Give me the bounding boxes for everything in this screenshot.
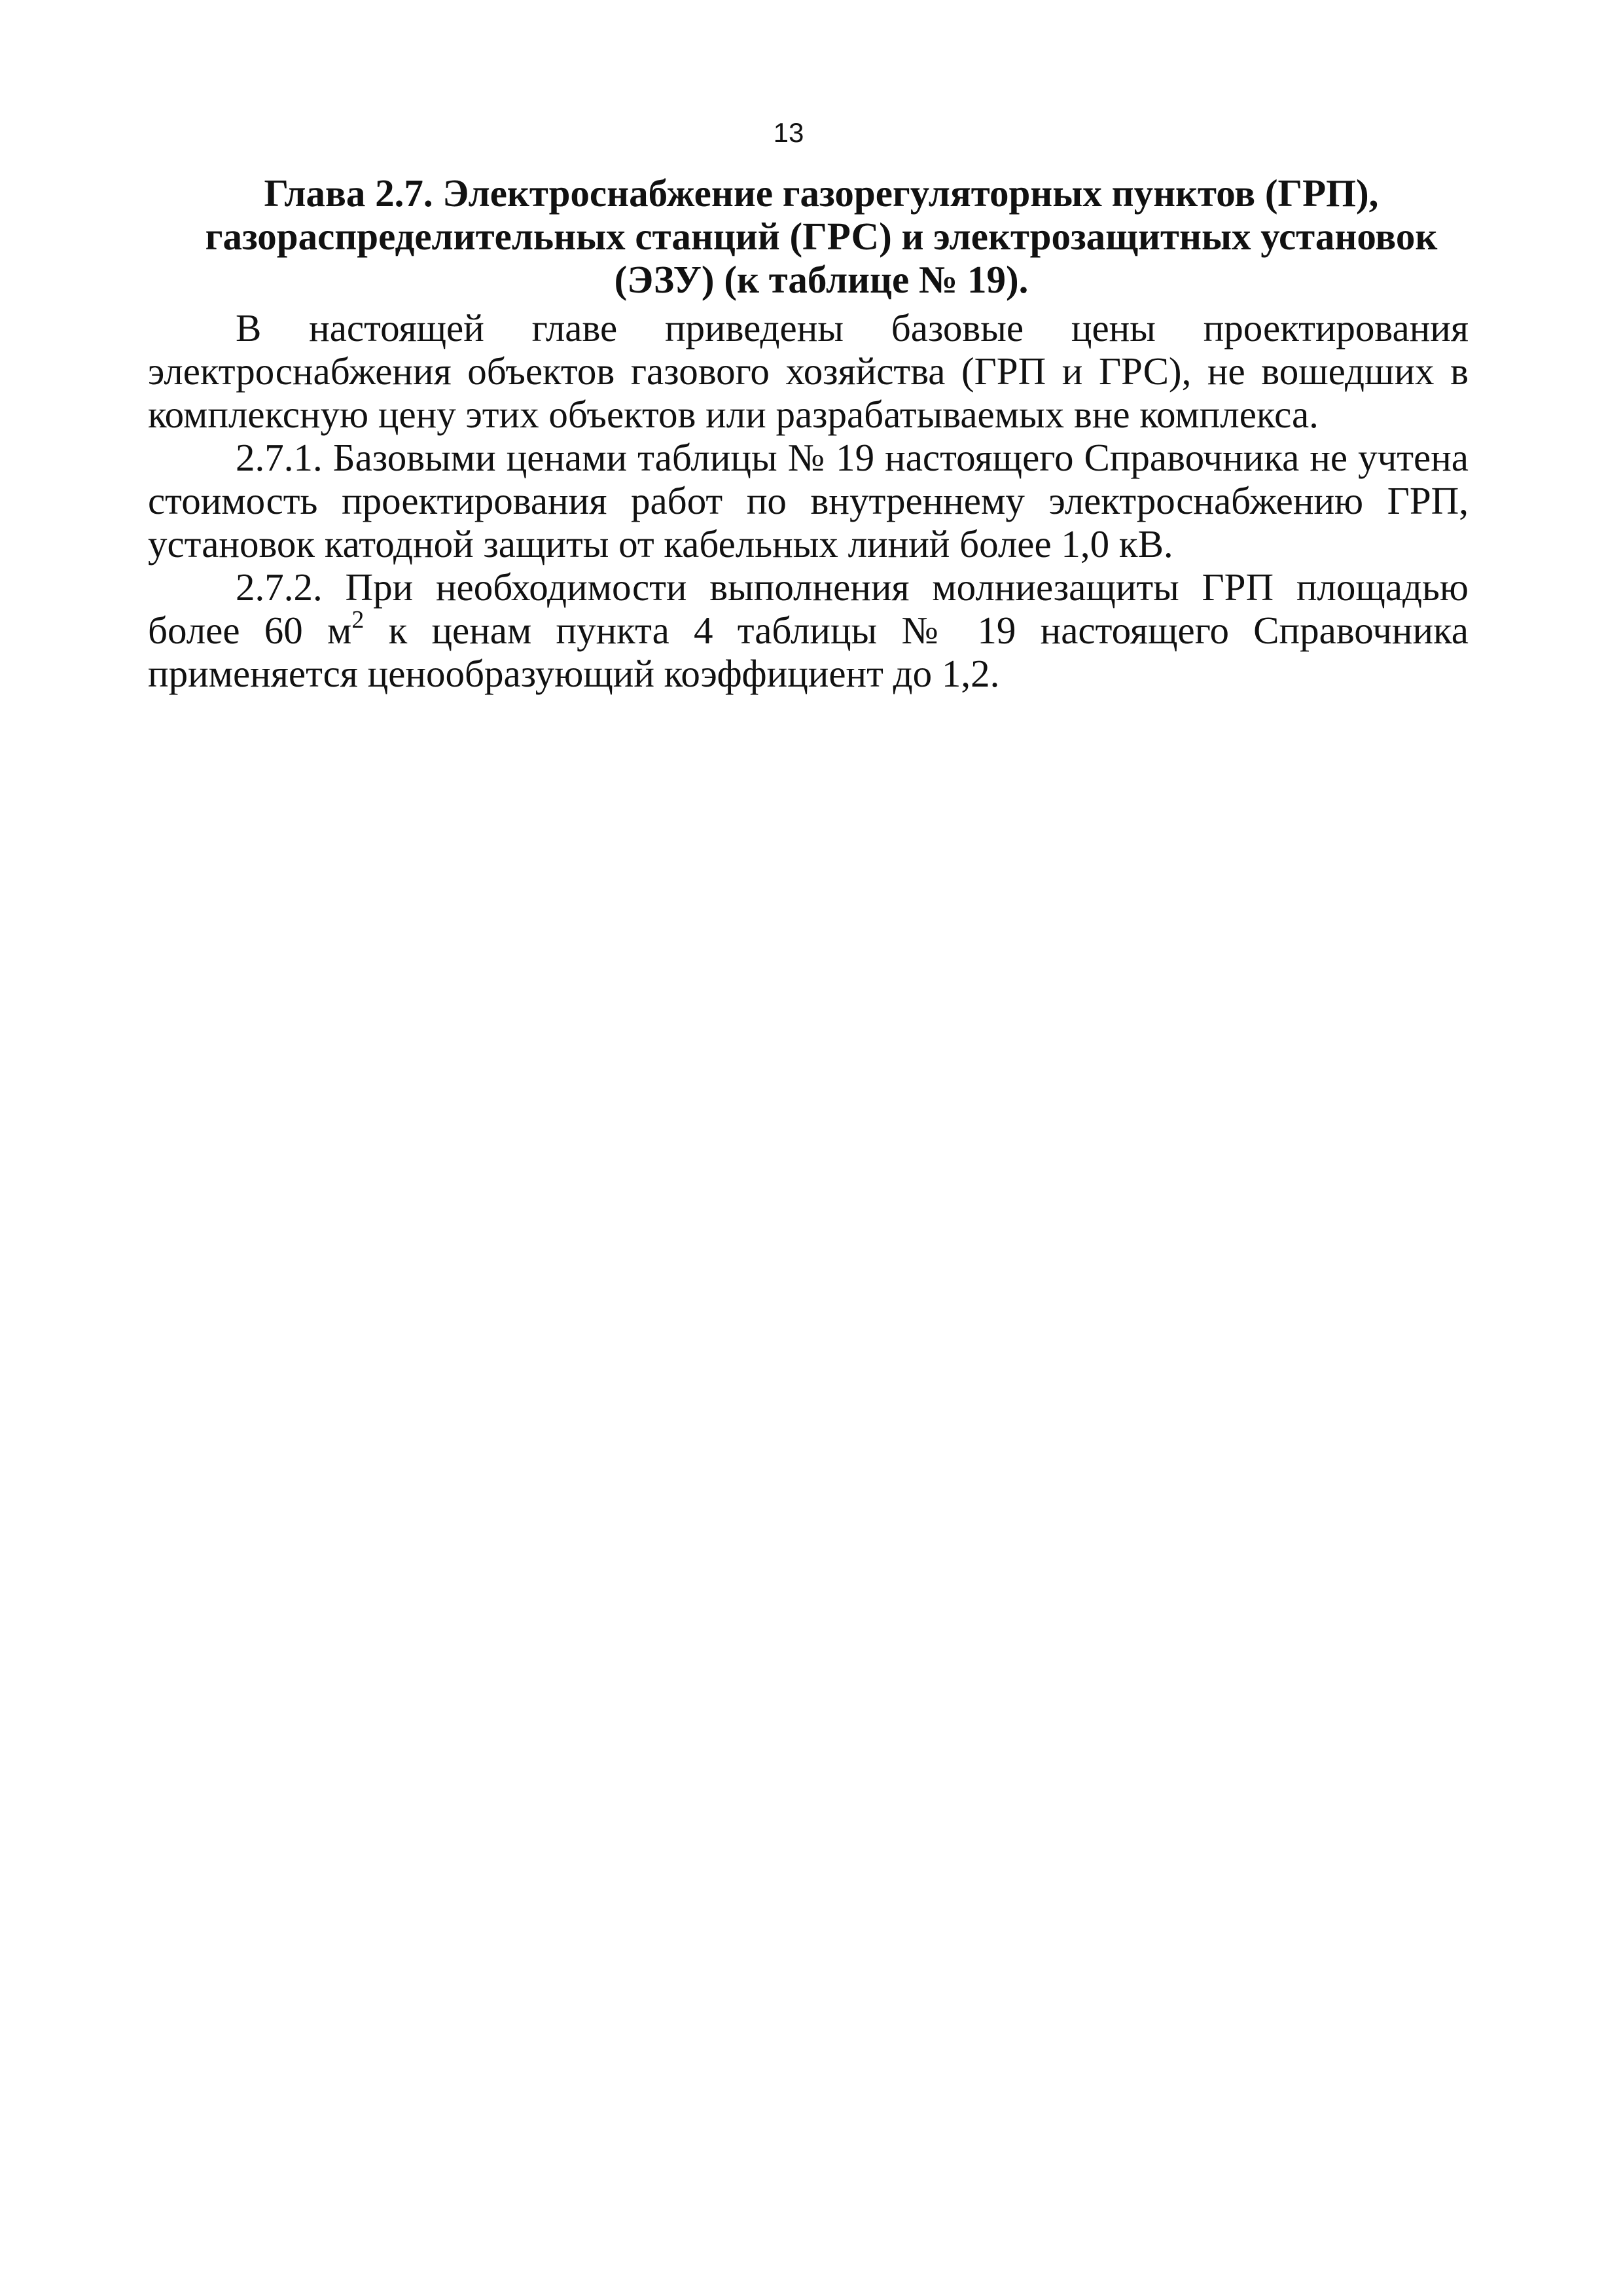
- chapter-title-line-2: газораспределительных станций (ГРС) и электрозащитных установок: [205, 215, 1438, 258]
- chapter-title-line-3: (ЭЗУ) (к таблице № 19).: [614, 258, 1029, 301]
- square-meter-superscript: 2: [351, 606, 365, 634]
- chapter-title: [170, 171, 1472, 301]
- paragraph-2-7-1: 2.7.1. Базовыми ценами таблицы № 19 настоящего Справочника не учтена стоимость проектирования работ по внутреннему электроснабжению ГРП, установок катодной защиты от кабельных линий более 1,0 кВ.: [148, 436, 1469, 565]
- paragraph-2-7-2: [148, 565, 1469, 695]
- intro-paragraph: В настоящей главе приведены базовые цены проектирования электроснабжения объектов газового хозяйства (ГРП и ГРС), не вошедших в комплексную цену этих объектов или разрабатываемых вне комплекса.: [148, 306, 1469, 436]
- paragraph-2-7-2-text-after: к ценам пункта 4 таблицы № 19 настоящего Справочника применяется ценообразующий коэффициент до 1,2.: [148, 609, 1469, 695]
- paragraph-2-7-2-text-before: 2.7.2. При необходимости выполнения молниезащиты ГРП площадью более 60 м: [148, 565, 1469, 652]
- page-number: 13: [773, 117, 804, 148]
- chapter-body: [148, 306, 1469, 695]
- chapter-title-line-1: Глава 2.7. Электроснабжение газорегуляторных пунктов (ГРП),: [264, 171, 1379, 215]
